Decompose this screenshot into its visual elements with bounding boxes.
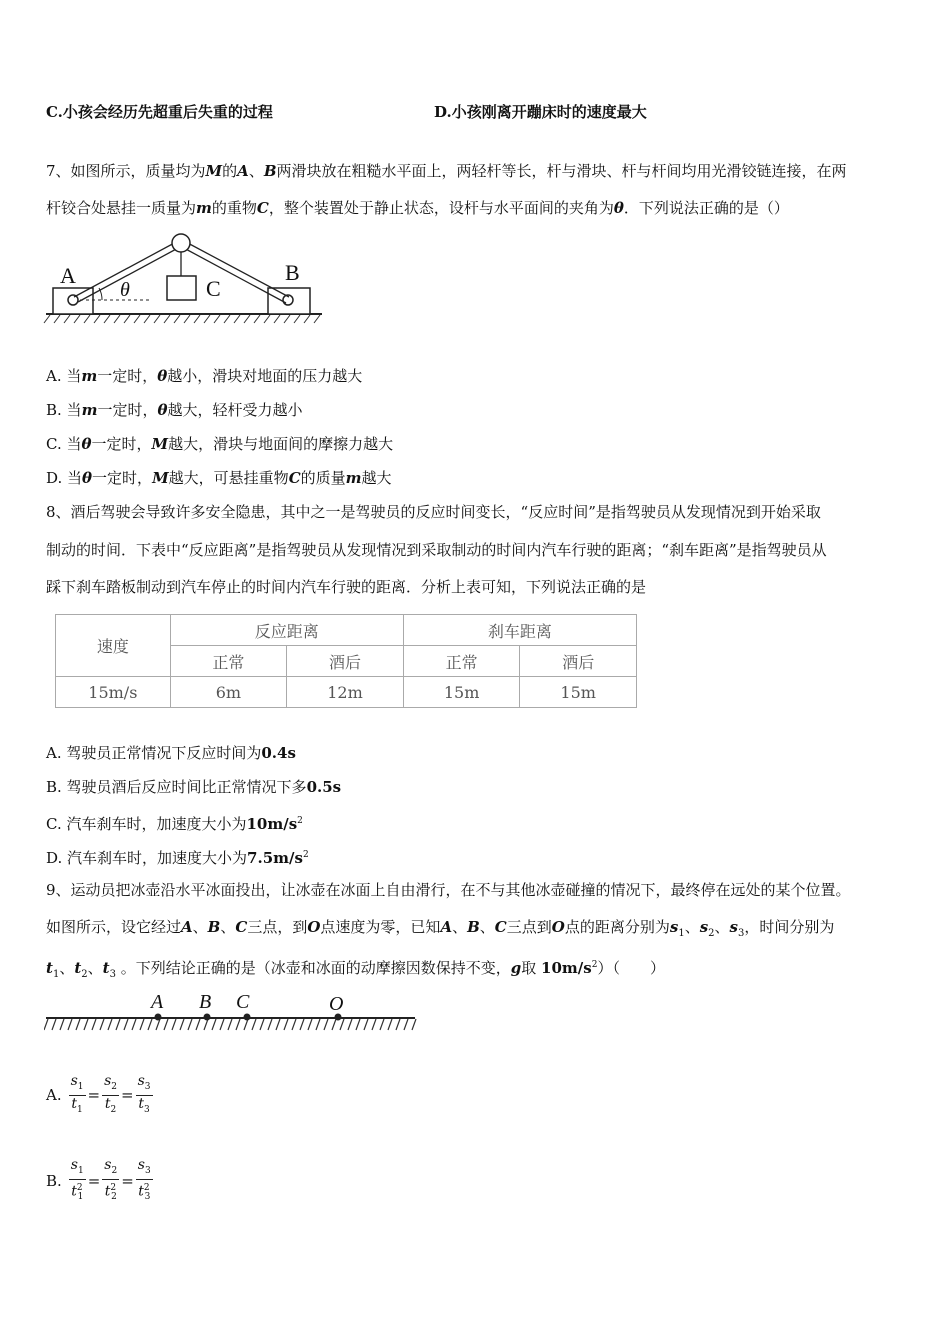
q9-option-a: A. $\frac{s_1}{t_1}$ = $\frac{s_2}{t_2}$ = $\frac{s_3}{t_3}$ — [46, 1073, 151, 1115]
q8-table — [55, 614, 637, 708]
q7-option-d: D. 当θ一定时，M越大，可悬挂重物C的质量m越大 — [46, 469, 392, 487]
q9-point-o: O — [329, 993, 344, 1015]
q8-option-c: C. 汽车刹车时，加速度大小为$10m/s^2$ — [46, 815, 303, 833]
q9-point-b: B — [199, 991, 212, 1013]
q8-option-b: B. 驾驶员酒后反应时间比正常情况下多0.5s — [46, 778, 342, 796]
q7-option-c: C. 当θ一定时，M越大，滑块与地面间的摩擦力越大 — [46, 435, 394, 453]
table-cell: 15m — [520, 677, 637, 708]
q7-option-a: A. 当m一定时，θ越小，滑块对地面的压力越大 — [46, 367, 363, 385]
q9-point-a: A — [151, 991, 164, 1013]
table-header-reaction: 反应距离 — [170, 615, 403, 646]
q9-stem-line3: $t_1$、$t_2$、$t_3$ 。下列结论正确的是（冰壶和冰面的动摩擦因数保持不变，g取 $10m/s^2$）（ ） — [46, 959, 665, 980]
q9-figure — [44, 988, 419, 1034]
q7-label-c: C — [206, 276, 221, 301]
q9-point-c: C — [236, 991, 250, 1013]
q9-stem-line1: 9、运动员把冰壶沿水平冰面投出，让冰壶在冰面上自由滑行，在不与其他冰壶碰撞的情况下，最终停在远处的某个位置。 — [46, 881, 851, 899]
table-cell: 12m — [287, 677, 404, 708]
table-header-speed: 速度 — [56, 615, 171, 677]
table-cell: 15m/s — [56, 677, 171, 708]
q7-stem-line2: 杆铰合处悬挂一质量为m的重物C，整个装置处于静止状态，设杆与水平面间的夹角为θ．下列说法正确的是（） — [46, 199, 789, 217]
q9-option-b: B. $\frac{s_1}{t^2_1}$ = $\frac{s_2}{t^2_2}$ = $\frac{s_3}{t^2_3}$ — [46, 1157, 151, 1203]
table-header-braking: 刹车距离 — [403, 615, 636, 646]
q8-stem-line2: 制动的时间．下表中“反应距离”是指驾驶员从发现情况到采取制动的时间内汽车行驶的距离；“刹车距离”是指驾驶员从 — [46, 541, 827, 559]
q8-stem-line1: 8、酒后驾驶会导致许多安全隐患，其中之一是驾驶员的反应时间变长，“反应时间”是指驾驶员从发现情况到开始采取 — [46, 503, 821, 521]
table-subheader-drunk: 酒后 — [520, 646, 637, 677]
table-cell: 6m — [170, 677, 287, 708]
table-subheader-normal: 正常 — [170, 646, 287, 677]
q7-label-a: A — [60, 263, 76, 288]
q7-figure — [40, 228, 330, 328]
table-subheader-drunk: 酒后 — [287, 646, 404, 677]
q7-option-b: B. 当m一定时，θ越大，轻杆受力越小 — [46, 401, 303, 419]
q6-option-c: C.小孩会经历先超重后失重的过程 — [46, 103, 273, 121]
q8-stem-line3: 踩下刹车踏板制动到汽车停止的时间内汽车行驶的距离．分析上表可知，下列说法正确的是 — [46, 578, 647, 596]
q8-option-a: A. 驾驶员正常情况下反应时间为0.4s — [46, 744, 296, 762]
q9-stem-line2: 如图所示，设它经过A、B、C三点，到O点速度为零，已知A、B、C三点到O点的距离分别为$s_1$、$s_2$、$s_3$，时间分别为 — [46, 918, 835, 939]
q7-label-b: B — [285, 260, 300, 285]
q7-label-theta: θ — [120, 279, 130, 301]
table-row — [56, 677, 637, 708]
table-cell: 15m — [403, 677, 520, 708]
q7-stem-line1: 7、如图所示，质量均为M的A、B两滑块放在粗糙水平面上，两轻杆等长，杆与滑块、杆与杆间均用光滑铰链连接，在两 — [46, 162, 847, 180]
q6-option-d: D.小孩刚离开蹦床时的速度最大 — [434, 103, 647, 121]
q8-option-d: D. 汽车刹车时，加速度大小为$7.5m/s^2$ — [46, 849, 309, 867]
table-subheader-normal: 正常 — [403, 646, 520, 677]
